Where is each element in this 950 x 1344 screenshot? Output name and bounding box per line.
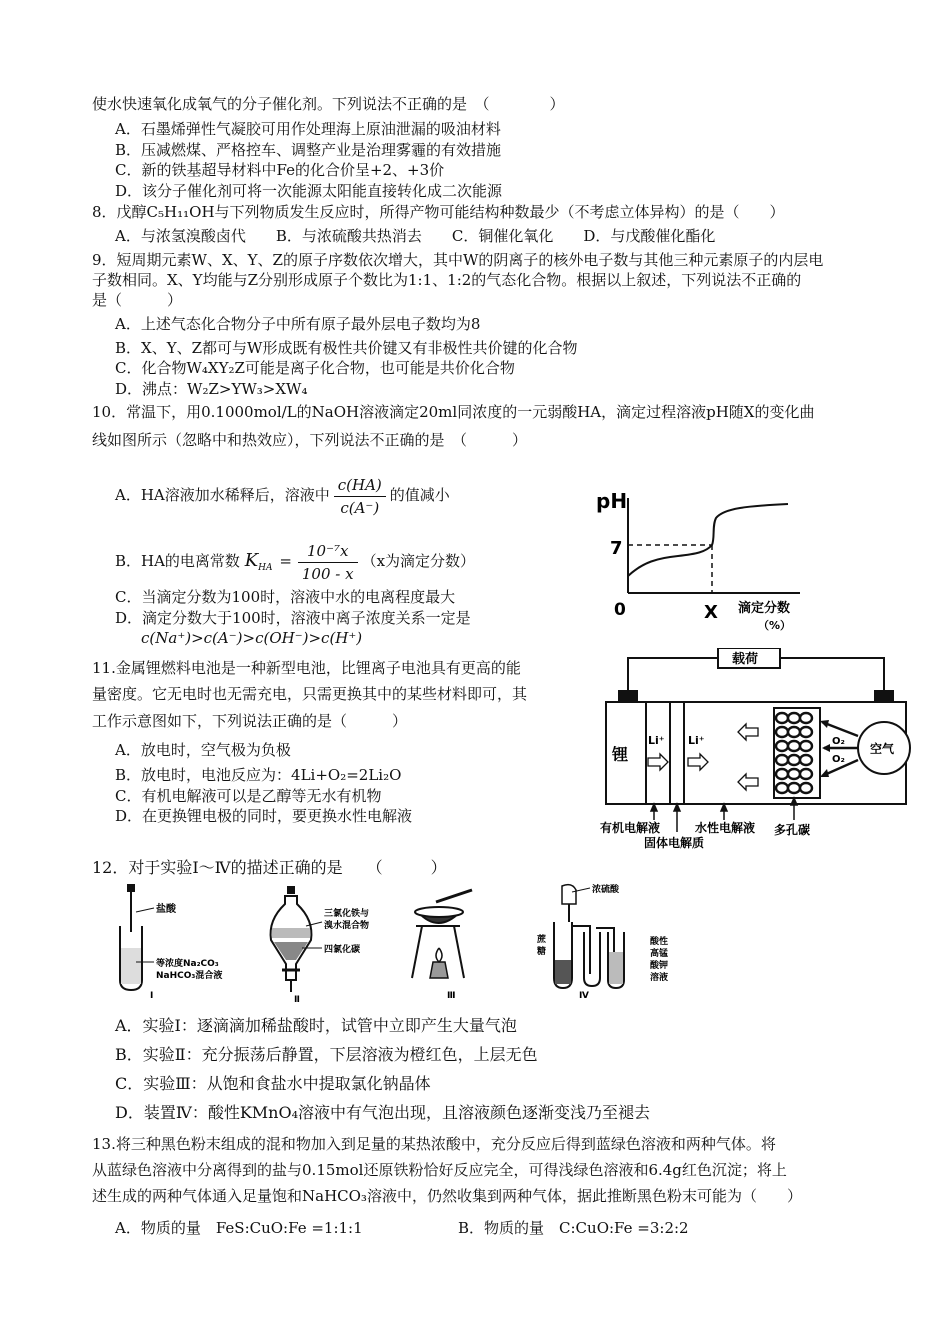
apparatus-iv-kmno4-label-4: 溶液 [650,973,669,983]
apparatus-i-number: Ⅰ [150,991,154,1001]
q9-option-c: C．化合物W₄XY₂Z可能是离子化合物，也可能是共价化合物 [115,359,515,377]
q12-option-a: A．实验Ⅰ：逐滴滴加稀盐酸时，试管中立即产生大量气泡 [115,1016,517,1035]
lithium-label: 锂 [612,745,629,764]
q10-option-d-relation: c(Na⁺)>c(A⁻)>c(OH⁻)>c(H⁺) [141,629,363,647]
q7-option-b: B．压减燃煤、严格控车、调整产业是治理雾霾的有效措施 [115,141,502,159]
li-ion-label-1: Li⁺ [648,734,665,747]
q9-stem-line2: 子数相同。X、Y均能与Z分别形成原子个数比为1:1、1:2的气态化合物。根据以上叙述，下列说法不正确的 [92,271,802,289]
porous-carbon-label: 多孔碳 [774,823,811,837]
q10-stem-line1: 10．常温下，用0.1000mol/L的NaOH溶液滴定20ml同浓度的一元弱酸HA，滴定过程溶液pH随X的变化曲 [92,403,815,421]
q10-stem-line2: 线如图所示（忽略中和热效应），下列说法不正确的是 （ ） [92,431,528,449]
apparatus-iv-kmno4-label-1: 酸性 [650,937,669,947]
q11-option-c: C．有机电解液可以是乙醇等无水有机物 [115,787,382,805]
q10-option-a [115,470,450,520]
graph-y-label: pH [596,489,628,513]
apparatus-iv-number: Ⅳ [579,991,589,1001]
apparatus-ii-label-3: 四氯化碳 [324,945,361,955]
li-ion-label-2: Li⁺ [688,734,705,747]
q8-options: A．与浓氢溴酸卤代 B．与浓硫酸共热消去 C．铜催化氧化 D．与戊酸催化酯化 [115,227,716,245]
q10-option-b-text: B．HA的电离常数 [115,552,240,570]
apparatus-ii-label-2: 溴水混合物 [324,921,370,931]
apparatus-ii-number: Ⅱ [294,995,300,1004]
apparatus-iv-sugar-label-1: 蔗 [537,935,547,945]
q11-stem-line3: 工作示意图如下，下列说法正确的是（ ） [92,712,408,730]
q7-option-d: D．该分子催化剂可将一次能源太阳能直接转化成二次能源 [115,182,503,200]
o2-label-1: O₂ [832,736,845,747]
q10-option-b-text-end: （x为滴定分数） [361,552,476,570]
q12-option-d: D．装置Ⅳ：酸性KMnO₄溶液中有气泡出现，且溶液颜色逐渐变浅乃至褪去 [115,1103,650,1122]
q13-stem-line2: 从蓝绿色溶液中分离得到的盐与0.15mol还原铁粉恰好反应完全，可得浅绿色溶液和6.4g红色沉淀；将上 [92,1161,787,1179]
q7-stem-tail: 使水快速氧化成氧气的分子催化剂。下列说法不正确的是 （ ） [92,95,565,113]
q7-option-a: A．石墨烯弹性气凝胶可用作处理海上原油泄漏的吸油材料 [115,120,501,138]
q9-stem-line3: 是（ ） [92,291,183,309]
q11-option-d: D．在更换锂电极的同时，要更换水性电解液 [115,807,413,825]
apparatus-i-hcl-label: 盐酸 [156,904,176,915]
q12-option-b: B．实验Ⅱ：充分振荡后静置，下层溶液为橙红色，上层无色 [115,1045,538,1064]
apparatus-iv-kmno4-label-2: 高锰 [650,949,669,959]
q10-option-c: C．当滴定分数为100时，溶液中水的电离程度最大 [115,588,456,606]
o2-label-2: O₂ [832,754,845,765]
load-label: 载荷 [732,652,759,667]
ka-subscript: HA [258,563,273,573]
aqueous-electrolyte-label: 水性电解液 [695,821,756,835]
q9-stem-line1: 9．短周期元素W、X、Y、Z的原子序数依次增大，其中W的阴离子的核外电子数与其他三种元素原子的内层电 [92,251,824,269]
apparatus-iv-sugar-label-2: 糖 [537,947,547,957]
apparatus-iv-acid-label: 浓硫酸 [592,885,620,895]
q10-option-b: B．HA的电离常数 $K_{HA}$ = $\frac{\text{10⁻⁷x}}{100 - x}$ （x为滴定分数） [115,541,476,583]
q10-option-d: D．滴定分数大于100时，溶液中离子浓度关系一定是 [115,609,471,627]
apparatus-i [120,884,222,1001]
anode-terminal [618,690,638,702]
ph-titration-graph [588,478,828,634]
graph-x-label: 滴定分数 [738,601,791,616]
apparatus-i-solution-label-1: 等浓度Na₂CO₃ [156,959,219,969]
q10-option-b-fraction [298,540,358,585]
q8-stem: 8．戊醇C₅H₁₁OH与下列物质发生反应时，所得产物可能结构种数最少（不考虑立体异构）的是（ ） [92,203,785,221]
q11-stem-line2: 量密度。它无电时也无需充电，只需更换其中的某些材料即可，其 [92,685,528,703]
q12-stem: 12．对于实验Ⅰ～Ⅳ的描述正确的是 （ ） [92,858,447,877]
q9-option-b: B．X、Y、Z都可与W形成既有极性共价键又有非极性共价键的化合物 [115,339,578,357]
apparatus-iii [412,890,472,1001]
apparatus-ii [271,886,369,1004]
q11-option-b: B．放电时，电池反应为：4Li+O₂=2Li₂O [115,766,402,784]
q10-option-a-fraction [334,474,386,519]
organic-electrolyte-label: 有机电解液 [600,821,661,835]
graph-x-mark: X [704,602,718,623]
fraction-denominator: c(A⁻) [340,498,380,517]
q11-stem-line1: 11.金属锂燃料电池是一种新型电池，比锂离子电池具有更高的能 [92,659,521,677]
q13-stem-line1: 13.将三种黑色粉末组成的混和物加入到足量的某热浓酸中，充分反应后得到蓝绿色溶液和两种气体。将 [92,1135,776,1153]
q13-option-b: B．物质的量 C:CuO:Fe =3:2:2 [458,1219,689,1237]
apparatus-iv-kmno4-label-3: 酸钾 [650,961,669,971]
q9-option-a: A．上述气态化合物分子中所有原子最外层电子数均为8 [115,315,481,333]
q11-option-a: A．放电时，空气极为负极 [115,741,291,759]
q13-option-a: A．物质的量 FeS:CuO:Fe =1:1:1 [115,1219,363,1237]
solid-electrolyte-label: 固体电解质 [644,836,705,850]
q10-option-a-text: A．HA溶液加水稀释后，溶液中 [115,486,330,504]
graph-origin-label: 0 [614,600,626,620]
q7-option-c: C．新的铁基超导材料中Fe的化合价呈+2、+3价 [115,161,445,179]
apparatus-iii-number: Ⅲ [447,991,456,1001]
graph-titration-curve [628,504,788,576]
q12-option-c: C．实验Ⅲ：从饱和食盐水中提取氯化钠晶体 [115,1074,431,1093]
ka-symbol: K [244,550,259,571]
q13-stem-line3: 述生成的两种气体通入足量饱和NaHCO₃溶液中，仍然收集到两种气体，据此推断黑色粉末可能为（ ） [92,1187,802,1205]
graph-x-unit: （%） [758,619,792,632]
q9-option-d: D．沸点：W₂Z>YW₃>XW₄ [115,380,308,398]
apparatus-ii-label-1: 三氯化铁与 [324,909,370,919]
lithium-battery-diagram [596,648,918,856]
fraction-numerator: c(HA) [334,474,386,497]
fraction-denominator: 100 - x [301,564,354,583]
fraction-numerator: 10⁻⁷x [298,540,358,563]
cathode-terminal [874,690,894,702]
apparatus-iv [536,883,668,1001]
air-label: 空气 [870,742,895,756]
graph-y7-label: 7 [610,538,623,559]
experiment-apparatus [100,882,700,1004]
q10-option-a-text-end: 的值减小 [389,486,450,504]
apparatus-i-solution-label-2: NaHCO₃混合液 [156,971,223,981]
